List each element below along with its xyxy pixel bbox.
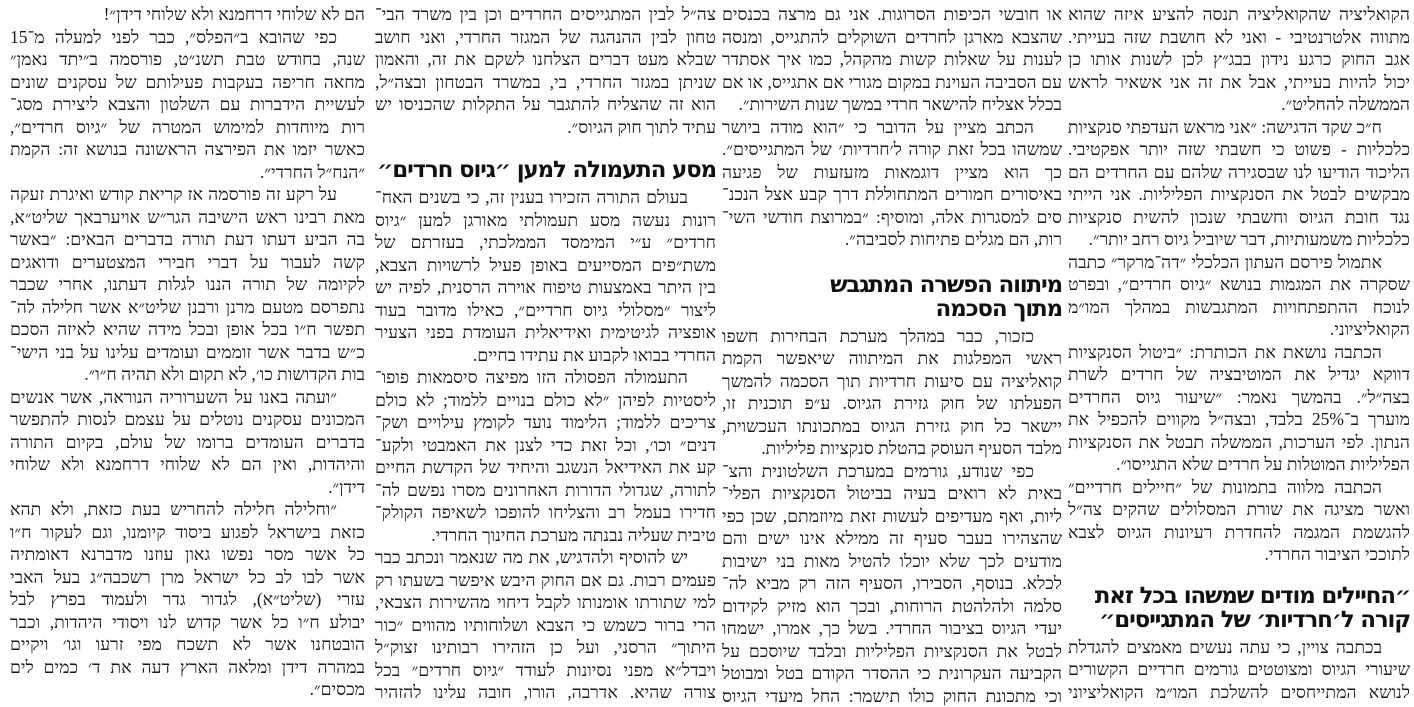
text-line: יבולע ח״ו כל אשר קדוש לנו ויסודי היהדות, וכבר: [10, 611, 365, 634]
text-line: בדברים העומדים ברומו של עולם, בקיום התורה: [10, 431, 365, 454]
text-line: שבלא מעט דברים הצלחנו לשקם את זה, והאמון: [375, 48, 716, 71]
paragraph: [1068, 636, 1410, 704]
text-line: חדירו בעמל רב והצליחו להופכו לשאיפה הקולק־: [375, 501, 716, 524]
text-line: במהרה דידן ומלאה הארץ דעה את ד׳ כמים לים: [10, 656, 365, 679]
text-line: המכונים עסקנים נוטלים על עצמם לנסות להתפשר: [10, 408, 365, 431]
heading-line: ״החיילים מודים שמשהו בכל זאת: [1068, 584, 1410, 608]
text-line: רות מיוחדות למימוש המטרה של ״גיוס חרדים״,: [10, 116, 365, 139]
text-line: נגד חובת הגיוס וחשבתי שנכון להשית סנקציות: [1068, 206, 1410, 229]
text-line: הובטחנו אשר לא תשכח מפי זרעו וגו׳ ויקיים: [10, 633, 365, 656]
text-line: יש להוסיף ולהדגיש, את מה שנאמר ונכתב כבר: [375, 546, 716, 569]
text-line: כ״ש בדבר אשר זוממים ועומדים עלינו על בני הישי־: [10, 341, 365, 364]
text-line: קשה לעבור על דברי חבירי המצטערים ודואגים: [10, 251, 365, 274]
section-heading: [1068, 584, 1410, 632]
paragraph: [1068, 341, 1410, 476]
text-line: תפשר ח״ו בכל אופן ובכל מידה שהיא לאיזה הסכם: [10, 318, 365, 341]
text-line: בות הקדושות כו׳, לא תקום ולא תהיה ח״ו״.: [10, 363, 365, 386]
text-line: מודעים לכך שלא יוכלו להטיל מאות בני ישיבות: [722, 550, 1062, 573]
text-line: לנוכח ההתפתחויות המתגבשות במהלך המו״מ: [1068, 296, 1410, 319]
text-line: עתיד לתוך חוק הגיוס״.: [375, 116, 716, 139]
text-line: טחון לבין ההנהגה של המגזר החרדי, ואני חושב: [375, 26, 716, 49]
text-line: כזכור, כבר במהלך מערכת הבחירות חשפו: [722, 325, 1062, 348]
paragraph: [722, 116, 1062, 251]
paragraph: [375, 366, 716, 546]
text-line: הם לא שלוחי דרחמנא ולא שלוחי דידן״!: [10, 3, 365, 26]
text-line: שניתן במגזר החרדי, בי, במשרד הבטחון ובצה״ל,: [375, 71, 716, 94]
text-line: לתורה, שגדולי הדורות האחרונים מסרו נפשם לה־: [375, 479, 716, 502]
text-line: כל אשר מסר נפשו גאון עוזנו מדברנא דאומתיה: [10, 543, 365, 566]
text-line: לענות על שאלות קשות מהקהל, כמו איך אסתדר: [722, 48, 1062, 71]
paragraph: [722, 3, 1062, 116]
text-line: הכתבה מלווה בתמונות של ״חיילים חרדיים״: [1068, 476, 1410, 499]
paragraph: [375, 3, 716, 138]
text-line: בין היתר באמצעות טיפוח אוירה הרסנית, לפיה יש: [375, 276, 716, 299]
article-column-4: [10, 3, 365, 701]
text-line: מחאה חריפה בעקבות פעילותם של עסקנים שונים: [10, 71, 365, 94]
text-line: דנים״ וכו׳, וכל זאת כדי לצנן את האמבטי ולקע־: [375, 434, 716, 457]
paragraph: [1068, 476, 1410, 566]
text-line: וכי מתכונת החוק כולו תישמר: החל מיעדי הגיוס: [722, 685, 1062, 707]
paragraph: [1068, 3, 1410, 116]
text-line: ליסטיות לפיהן ״לא כולם בנויים ללמוד; לא כולם: [375, 389, 716, 412]
paragraph: [722, 325, 1062, 460]
section-heading: [722, 273, 1062, 321]
heading-line: מיתווה הפשרה המתגבש: [722, 273, 1062, 297]
text-line: הפליליות המוטלות על חרדים שלא התגייסו״.: [1068, 453, 1410, 476]
paragraph: [10, 3, 365, 26]
text-line: מאת רבינו ראש הישיבה הגר״ש אויערבאך שליט״א,: [10, 206, 365, 229]
text-line: קואליציה עם סיעות חרדיות תוך הסכמה להמשך: [722, 370, 1062, 393]
text-line: שהצבא מארגן לחרדים השוקלים להתגייס, ומנסה: [722, 26, 1062, 49]
text-line: הפעלתו של חוק גזירת הגיוס. ע״פ תוכנית זו,: [722, 392, 1062, 415]
text-line: אגב החוק כרגע נידון בבג״ץ לכן לשנות אותו כן: [1068, 48, 1410, 71]
text-line: יעדי הגיוס בציבור החרדי. בשל כך, אמרו, ישמחו: [722, 617, 1062, 640]
text-line: ח״כ שקד הדגישה: ״אני מראש העדפתי סנקציות: [1068, 116, 1410, 139]
text-line: סים למסגרות אלה, ומוסיף: ״במרוצת חודשי השי־: [722, 206, 1062, 229]
text-line: שנה, בחודש טבת תשנ״ט, פורסמה ב״יתד נאמן״: [10, 48, 365, 71]
paragraph: [10, 498, 365, 701]
text-line: ״ועתה באנו על השערוריה הנוראה, אשר אנשים: [10, 386, 365, 409]
text-line: שיעורי הגיוס ומצוטטים גורמים חרדיים הקשורים: [1068, 658, 1410, 681]
paragraph: [10, 26, 365, 184]
text-line: כלכליות משמעותיות, דבר שיוביל גיוס רחב יותר״.: [1068, 228, 1410, 251]
text-line: הרי ברור כשמש כי הצבא ושלוחותיו מהווים ״כור: [375, 614, 716, 637]
text-line: לתוככי הציבור החרדי.: [1068, 543, 1410, 566]
text-line: נתפרסם מטעם מרנן ורבנן שליט״א אשר חלילה לה־: [10, 296, 365, 319]
text-line: צה״ל לבין המתגייסים החרדים וכן בין משרד הבי־: [375, 3, 716, 26]
text-line: בעולם התורה הזכירו בענין זה, כי בשנים האח־: [375, 186, 716, 209]
text-line: מוערך ב־25% בלבד, ובצה״ל מקווים להכפיל את: [1068, 408, 1410, 431]
text-line: מכסים״.: [10, 678, 365, 701]
text-line: לקיומה של תורה הננו לגלות דעתנו, אחרי שכבר: [10, 273, 365, 296]
text-line: התעמולה הפסולה הזו מפיצה סיסמאות פופו־: [375, 366, 716, 389]
text-line: ואשר מציגה את שורת המסלולים שהקים צה״ל: [1068, 498, 1410, 521]
text-line: דווקא יגדיל את המוטיבציה של חרדים לשרת: [1068, 363, 1410, 386]
text-line: ליות, ואף מעדיפים לעשות זאת מיוזמתם, שכן כפי: [722, 505, 1062, 528]
text-line: בכתבה צויין, כי עתה נעשים מאמצים להגדלת: [1068, 636, 1410, 659]
text-line: למי שתורתו אומנותו לקבל דיחוי מהשירות הצבאי,: [375, 591, 716, 614]
paragraph: [375, 186, 716, 366]
heading-line: מסע התעמולה למען ״גיוס חרדים״: [375, 158, 716, 182]
text-line: ליצור ״מסלולי גיוס חרדיים״, כאילו מדובר בעוד: [375, 299, 716, 322]
section-heading: [375, 158, 716, 182]
text-line: כזאת בישראל לפגוע ביסוד קיומנו, וגם לעקור ח״ו: [10, 521, 365, 544]
text-line: מלבד הסעיף העוסק בהטלת סנקציות פליליות.: [722, 437, 1062, 460]
text-line: פעמים רבות. גם אם החוק היבש איפשר בשעתו רק: [375, 569, 716, 592]
text-line: החרדי בבואו לקבוע את עתידו בחיים.: [375, 344, 716, 367]
text-line: קע את האידיאל הנשגב והיחיד של הקדשת החיים: [375, 456, 716, 479]
text-line: עם הסביבה העוינת במקום מגורי אם אתגייס, או אם: [722, 71, 1062, 94]
text-line: היתוך״ הרסני, ועל כן הזהירו רבותינו זצוק״ל: [375, 636, 716, 659]
text-line: יכול להיות בעייתי, אבל את זה אני אשאיר לראש: [1068, 71, 1410, 94]
text-line: יישאר כל חוק גזירת הגיוס במתכונתו העכשוית,: [722, 415, 1062, 438]
text-line: מתווה אלטרנטיבי - ואני לא חושבת שזה בעייתי.: [1068, 26, 1410, 49]
text-line: אתמול פירסם העתון הכלכלי ״דה־מרקר״ כתבה: [1068, 251, 1410, 274]
text-line: הליכוד הודיעו לנו שבסגירה שלהם עם החרדים הם: [1068, 161, 1410, 184]
text-line: הנתון. לפי הערכות, הממשלה תבטל את הסנקציות: [1068, 431, 1410, 454]
text-line: בכלל אצליח להישאר חרדי במשך שנות השירות״.: [722, 93, 1062, 116]
text-line: הכתבה נושאת את הכותרת: ״ביטול הסנקציות: [1068, 341, 1410, 364]
text-line: ראשי המפלגות את המיתווה שיאפשר הקמת: [722, 347, 1062, 370]
text-line: כאשר יזמו את הפירצה הראשונה בנושא זה: הקמת: [10, 138, 365, 161]
text-line: ״וחלילה חלילה להחריש בעת כזאת, ולא תהא: [10, 498, 365, 521]
article-column-3: [375, 3, 716, 704]
text-line: שהצהירו בעבר סעיף זה ממילא אינו ישים והם: [722, 527, 1062, 550]
paragraph: [10, 183, 365, 386]
text-line: רות, הם מגלים פתיחות לסביבה״.: [722, 228, 1062, 251]
text-line: כפי שהובא ב״הפלס״, כבר לפני למעלה מ־15: [10, 26, 365, 49]
text-line: חרדים״ ע״י המימסד הממלכתי, בעזרתם של: [375, 231, 716, 254]
text-line: להגשמת המגמה להחדרת רעיונות הגיוס לצבא: [1068, 521, 1410, 544]
paragraph: [10, 386, 365, 499]
text-line: סלמה ולהלהטת הרוחות, ובכך הוא מזיק לקידום: [722, 595, 1062, 618]
text-line: הקואליציוני.: [1068, 318, 1410, 341]
text-line: צריכים ללמוד; הלימוד נועד לקומץ עילויים ושק־: [375, 411, 716, 434]
text-line: לכלא. בנוסף, הסבירו, הסעיף הזה רק מביא לה־: [722, 572, 1062, 595]
heading-line: מתוך הסכמה: [722, 297, 1062, 321]
text-line: עזרי (שליט״א), לגדור גדר ולעמוד בפרץ לבל: [10, 588, 365, 611]
text-line: ״הנח״ל החרדי״.: [10, 161, 365, 184]
text-line: צורה שהיא. אדרבה, הורו, חובה עלינו להזהיר: [375, 681, 716, 704]
text-line: טיבית שעליה נבנתה מערכת החינוך החרדי.: [375, 524, 716, 547]
paragraph: [722, 460, 1062, 707]
text-line: או חובשי הכיפות הסרוגות. אני גם מרצה בכנסים: [722, 3, 1062, 26]
paragraph: [375, 546, 716, 704]
text-line: אופציה לגיטימית ואידיאלית העומדת בפני הצעיר: [375, 321, 716, 344]
text-line: לבטל את הסנקציות הפליליות ובלבד שיוסכם על: [722, 640, 1062, 663]
text-line: לנושא המתייחסים להשלכת המו״מ הקואליציוני: [1068, 681, 1410, 704]
text-line: על רקע זה פורסמה אז קריאת קודש ואיגרת זעקה: [10, 183, 365, 206]
text-line: הקביעה העקרונית כי ההסדר הקודם בטל ומבוטל: [722, 662, 1062, 685]
article-column-2: [722, 3, 1062, 707]
text-line: מבקשים לבטל את הסנקציות הפליליות. אני הייתי: [1068, 183, 1410, 206]
text-line: כלכליות - פשוט כי חשבתי שזה יותר אפקטיבי.: [1068, 138, 1410, 161]
text-line: רונות נעשה מסע תעמולתי מאורגן למען ״גיוס: [375, 209, 716, 232]
paragraph: [1068, 116, 1410, 251]
text-line: משת״פים המסייעים באופן פעיל לרשויות הצבא,: [375, 254, 716, 277]
text-line: ויבדל״א מפני נסיונות לעודד ״גיוס חרדים״ בכל: [375, 659, 716, 682]
text-line: הוא זה שהצליח להתגבר על התקלות שהכניסו יש: [375, 93, 716, 116]
text-line: והיהדות, ואין הם לא שלוחי דרחמנא ולא שלוחי: [10, 453, 365, 476]
text-line: אשר לבו לב כל ישראל מרן רשכבה״ג בעל האבי: [10, 566, 365, 589]
article-column-1: [1068, 3, 1410, 703]
text-line: באיסורים חמורים המתחוללת דרך קבע אצל הנכנ־: [722, 183, 1062, 206]
text-line: לעשיית הידברות עם השלטון והצבא ליצירת מסג־: [10, 93, 365, 116]
text-line: בה הביע דעתו דעת תורה בדברים הבאים: ״באשר: [10, 228, 365, 251]
text-line: שמשהו בכל זאת קורה ל׳חרדיות׳ של המתגייסים״.: [722, 138, 1062, 161]
text-line: הקואליציה שהקואליציה תנסה להציע איזה שהוא: [1068, 3, 1410, 26]
text-line: הממשלה להחליט״.: [1068, 93, 1410, 116]
text-line: כפי שנודע, גורמים במערכת השלטונית והצ־: [722, 460, 1062, 483]
text-line: הכתב מציין על הדובר כי ״הוא מודה ביושר: [722, 116, 1062, 139]
text-line: שסקרה את המגמות בנושא ״גיוס חרדים״, ובפרט: [1068, 273, 1410, 296]
paragraph: [1068, 251, 1410, 341]
text-line: כך הוא מציין דוגמאות מזעזעות של פגיעה: [722, 161, 1062, 184]
text-line: בצה״ל״. בהמשך נאמר: ״שיעור גיוס החרדים: [1068, 386, 1410, 409]
text-line: באית לא רואים בעיה בביטול הסנקציות הפלי־: [722, 482, 1062, 505]
heading-line: קורה ל׳חרדיות׳ של המתגייסים״: [1068, 608, 1410, 632]
text-line: דידן״.: [10, 476, 365, 499]
